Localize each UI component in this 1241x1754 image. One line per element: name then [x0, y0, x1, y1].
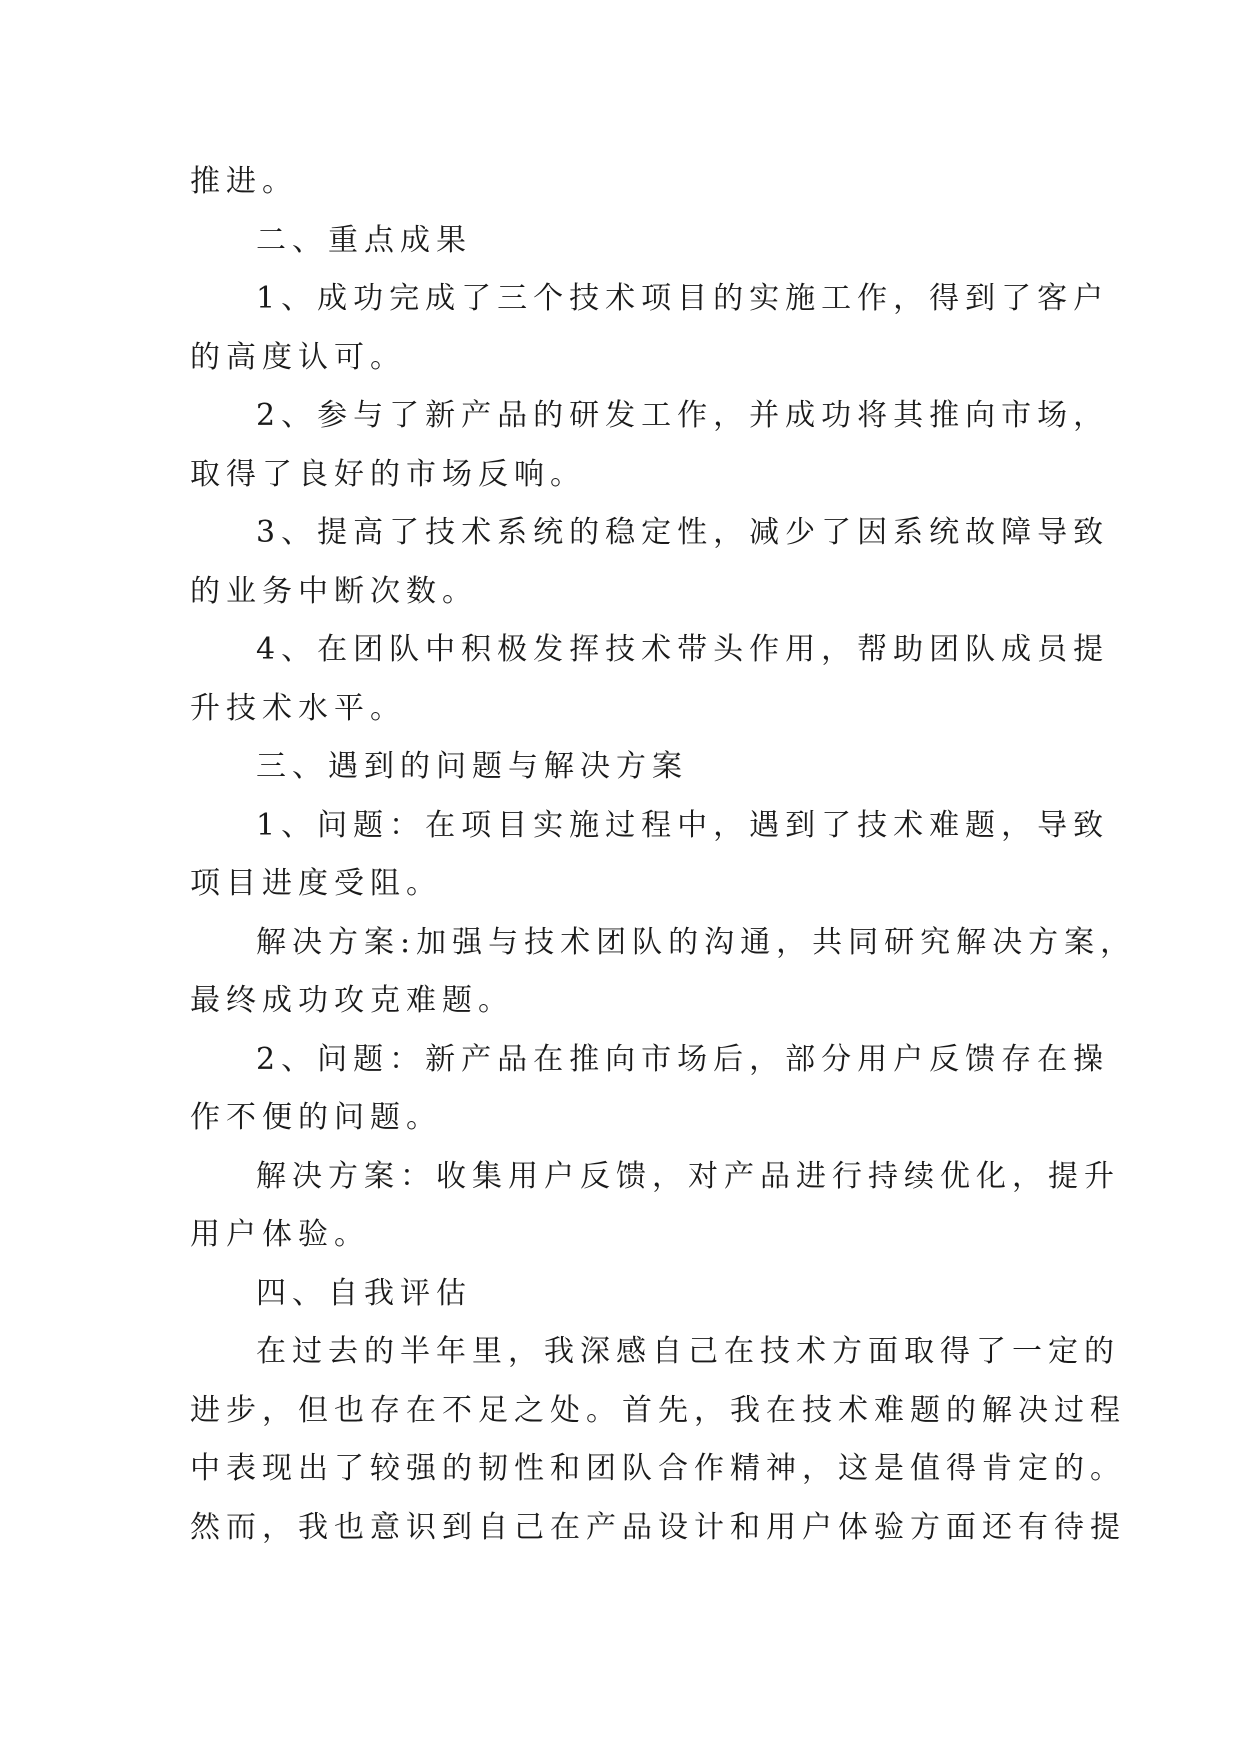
text-line-4: 的高度认可。	[190, 339, 406, 375]
text-line-22: 进步，但也存在不足之处。首先，我在技术难题的解决过程	[190, 1392, 1126, 1428]
text-line-8: 的业务中断次数。	[190, 573, 478, 609]
text-line-14: 解决方案:加强与技术团队的沟通，共同研究解决方案，	[256, 924, 1137, 960]
text-line-5: 2、参与了新产品的研发工作，并成功将其推向市场，	[256, 398, 1110, 433]
section-heading-self-assessment: 四、自我评估	[256, 1275, 472, 1311]
section-heading-problems-solutions: 三、遇到的问题与解决方案	[256, 749, 688, 784]
text-line-19: 用户体验。	[190, 1217, 370, 1252]
text-line-1: 推进。	[190, 164, 298, 199]
text-line-7: 3、提高了技术系统的稳定性，减少了因系统故障导致	[256, 515, 1110, 550]
text-line-17: 作不便的问题。	[190, 1100, 442, 1135]
text-line-24: 然而，我也意识到自己在产品设计和用户体验方面还有待提	[190, 1509, 1126, 1545]
section-heading-key-results: 二、重点成果	[256, 222, 472, 258]
text-line-12: 1、问题：在项目实施过程中，遇到了技术难题，导致	[256, 807, 1110, 843]
text-line-9: 4、在团队中积极发挥技术带头作用，帮助团队成员提	[256, 632, 1110, 667]
text-line-3: 1、成功完成了三个技术项目的实施工作，得到了客户	[256, 281, 1110, 316]
text-line-10: 升技术水平。	[190, 690, 406, 726]
text-line-18: 解决方案：收集用户反馈，对产品进行持续优化，提升	[256, 1158, 1120, 1194]
document-body	[190, 153, 1137, 1557]
text-line-6: 取得了良好的市场反响。	[190, 456, 586, 492]
text-line-16: 2、问题：新产品在推向市场后，部分用户反馈存在操	[256, 1041, 1110, 1077]
text-line-21: 在过去的半年里，我深感自己在技术方面取得了一定的	[256, 1334, 1120, 1369]
text-line-15: 最终成功攻克难题。	[190, 983, 514, 1018]
text-line-23: 中表现出了较强的韧性和团队合作精神，这是值得肯定的。	[190, 1451, 1126, 1486]
text-line-13: 项目进度受阻。	[190, 866, 442, 901]
